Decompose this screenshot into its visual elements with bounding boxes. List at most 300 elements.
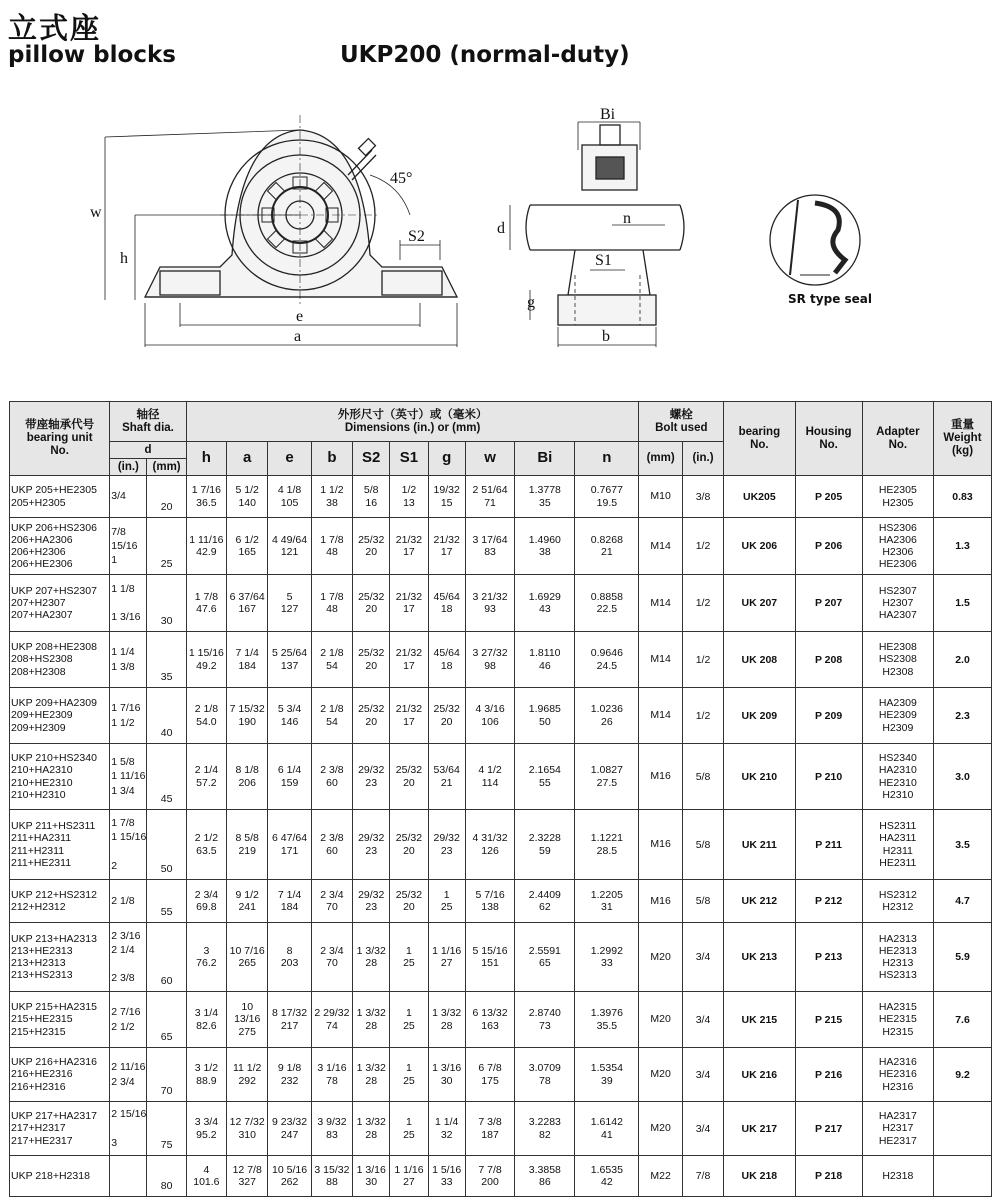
bi-cell: 3.2283 82 [515, 1102, 575, 1156]
shaft-in-cell: 3/4 [110, 476, 147, 518]
spec-table [9, 401, 992, 1197]
adapter-no-cell: H2318 [862, 1156, 933, 1197]
s2-cell: 29/32 23 [353, 744, 390, 810]
bolt-in-cell: 3/4 [682, 1102, 723, 1156]
col-bi: Bi [515, 442, 575, 476]
bolt-in-cell: 3/4 [682, 923, 723, 992]
s2-cell: 1 3/32 28 [353, 992, 390, 1048]
b-cell: 1 1/2 38 [311, 476, 352, 518]
page-title-cn: 立式座 [8, 11, 102, 45]
bolt-in-cell: 5/8 [682, 744, 723, 810]
a-cell: 7 1/4 184 [227, 632, 268, 688]
bolt-mm-cell: M14 [639, 632, 682, 688]
bolt-in-cell: 3/4 [682, 1048, 723, 1102]
w-cell: 4 3/16 106 [465, 688, 515, 744]
housing-no-cell: P 212 [795, 880, 862, 923]
b-cell: 1 7/8 48 [311, 518, 352, 575]
h-cell: 3 1/4 82.6 [186, 992, 226, 1048]
n-cell: 1.6142 41 [575, 1102, 639, 1156]
bearing-no-cell: UK 211 [724, 810, 795, 880]
w-cell: 6 7/8 175 [465, 1048, 515, 1102]
shaft-in-cell: 1 1/4 1 3/8 [110, 632, 147, 688]
header-bearing-cn: 带座轴承代号 [25, 418, 95, 431]
table-row [10, 688, 992, 744]
bi-cell: 1.6929 43 [515, 575, 575, 632]
w-cell: 7 3/8 187 [465, 1102, 515, 1156]
e-cell: 5 3/4 146 [268, 688, 311, 744]
n-cell: 1.6535 42 [575, 1156, 639, 1197]
bi-cell: 2.1654 55 [515, 744, 575, 810]
col-shaft-dia [110, 402, 186, 442]
w-cell: 3 27/32 98 [465, 632, 515, 688]
table-row [10, 1102, 992, 1156]
adapter-no-cell: HA2315 HE2315 H2315 [862, 992, 933, 1048]
label-angle: 45° [390, 170, 413, 187]
weight-cell: 1.5 [933, 575, 991, 632]
b-cell: 3 1/16 78 [311, 1048, 352, 1102]
bi-cell: 3.0709 78 [515, 1048, 575, 1102]
bearing-no-cell: UK 215 [724, 992, 795, 1048]
shaft-in-cell: 1 1/8 1 3/16 [110, 575, 147, 632]
col-g: g [428, 442, 465, 476]
bolt-in-cell: 3/8 [682, 476, 723, 518]
e-cell: 6 47/64 171 [268, 810, 311, 880]
n-cell: 1.5354 39 [575, 1048, 639, 1102]
bi-cell: 1.4960 38 [515, 518, 575, 575]
n-cell: 0.8268 21 [575, 518, 639, 575]
weight-cell: 2.0 [933, 632, 991, 688]
b-cell: 2 29/32 74 [311, 992, 352, 1048]
bearing-no-cell: UK 210 [724, 744, 795, 810]
w-cell: 4 1/2 114 [465, 744, 515, 810]
h-cell: 1 7/8 47.6 [186, 575, 226, 632]
housing-no-cell: P 218 [795, 1156, 862, 1197]
col-bolt-mm: (mm) [639, 442, 682, 476]
spec-table-header [10, 402, 992, 476]
b-cell: 2 3/8 60 [311, 810, 352, 880]
bi-cell: 1.9685 50 [515, 688, 575, 744]
label-a: a [294, 328, 302, 345]
bearing-unit-cell: UKP 210+HS2340 210+HA2310 210+HE2310 210+H2310 [10, 744, 110, 810]
adapter-no-cell: HE2308 HS2308 H2308 [862, 632, 933, 688]
col-e: e [268, 442, 311, 476]
sr-seal-label: SR type seal [788, 292, 873, 306]
n-cell: 1.0827 27.5 [575, 744, 639, 810]
b-cell: 1 7/8 48 [311, 575, 352, 632]
g-cell: 1 1/4 32 [428, 1102, 465, 1156]
s2-cell: 25/32 20 [353, 575, 390, 632]
bearing-unit-cell: UKP 215+HA2315 215+HE2315 215+H2315 [10, 992, 110, 1048]
bolt-mm-cell: M20 [639, 1102, 682, 1156]
weight-cell: 5.9 [933, 923, 991, 992]
bolt-mm-cell: M16 [639, 810, 682, 880]
shaft-in-cell: 7/8 15/16 1 [110, 518, 147, 575]
col-h: h [186, 442, 226, 476]
w-cell: 6 13/32 163 [465, 992, 515, 1048]
shaft-mm-cell: 70 [147, 1048, 186, 1102]
front-view-drawing [105, 115, 457, 347]
weight-cell: 3.5 [933, 810, 991, 880]
weight-cell: 3.0 [933, 744, 991, 810]
a-cell: 5 1/2 140 [227, 476, 268, 518]
shaft-in-cell: 2 7/16 2 1/2 [110, 992, 147, 1048]
shaft-mm-cell: 45 [147, 744, 186, 810]
h-cell: 3 76.2 [186, 923, 226, 992]
shaft-in-cell: 1 5/8 1 11/16 1 3/4 [110, 744, 147, 810]
e-cell: 4 49/64 121 [268, 518, 311, 575]
bolt-mm-cell: M10 [639, 476, 682, 518]
h-cell: 4 101.6 [186, 1156, 226, 1197]
a-cell: 7 15/32 190 [227, 688, 268, 744]
b-cell: 3 9/32 83 [311, 1102, 352, 1156]
housing-no-cell: P 208 [795, 632, 862, 688]
a-cell: 12 7/32 310 [227, 1102, 268, 1156]
side-view-drawing [510, 122, 684, 347]
a-cell: 8 1/8 206 [227, 744, 268, 810]
bolt-mm-cell: M16 [639, 744, 682, 810]
col-bearing-no: bearing No. [724, 402, 795, 476]
bearing-no-cell: UK 208 [724, 632, 795, 688]
a-cell: 12 7/8 327 [227, 1156, 268, 1197]
g-cell: 1 3/16 30 [428, 1048, 465, 1102]
g-cell: 45/64 18 [428, 575, 465, 632]
label-w: w [90, 204, 102, 221]
bi-cell: 2.5591 65 [515, 923, 575, 992]
e-cell: 5 25/64 137 [268, 632, 311, 688]
housing-no-cell: P 210 [795, 744, 862, 810]
page-title-en: pillow blocks [8, 42, 176, 68]
housing-no-cell: P 211 [795, 810, 862, 880]
header-weight-en: Weight (kg) [943, 431, 982, 457]
housing-no-cell: P 207 [795, 575, 862, 632]
n-cell: 0.9646 24.5 [575, 632, 639, 688]
header-bolt-en: Bolt used [655, 421, 708, 434]
n-cell: 0.7677 19.5 [575, 476, 639, 518]
col-adapter-no: Adapter No. [862, 402, 933, 476]
g-cell: 1 25 [428, 880, 465, 923]
bearing-unit-cell: UKP 206+HS2306 206+HA2306 206+H2306 206+HE2306 [10, 518, 110, 575]
weight-cell: 1.3 [933, 518, 991, 575]
label-e: e [296, 308, 304, 325]
shaft-in-cell: 1 7/16 1 1/2 [110, 688, 147, 744]
g-cell: 29/32 23 [428, 810, 465, 880]
shaft-mm-cell: 35 [147, 632, 186, 688]
header-weight-cn: 重量 [950, 418, 974, 431]
weight-cell: 7.6 [933, 992, 991, 1048]
e-cell: 5 127 [268, 575, 311, 632]
col-bolt-in: (in.) [682, 442, 723, 476]
weight-cell [933, 1156, 991, 1197]
n-cell: 0.8858 22.5 [575, 575, 639, 632]
adapter-no-cell: HS2312 H2312 [862, 880, 933, 923]
bearing-unit-cell: UKP 217+HA2317 217+H2317 217+HE2317 [10, 1102, 110, 1156]
shaft-mm-cell: 65 [147, 992, 186, 1048]
s2-cell: 1 3/32 28 [353, 1048, 390, 1102]
s2-cell: 29/32 23 [353, 880, 390, 923]
weight-cell: 2.3 [933, 688, 991, 744]
bolt-mm-cell: M14 [639, 518, 682, 575]
bearing-no-cell: UK 207 [724, 575, 795, 632]
table-row [10, 810, 992, 880]
col-housing-no: Housing No. [795, 402, 862, 476]
adapter-no-cell: HA2317 H2317 HE2317 [862, 1102, 933, 1156]
bearing-unit-cell: UKP 212+HS2312 212+H2312 [10, 880, 110, 923]
w-cell: 3 21/32 93 [465, 575, 515, 632]
a-cell: 8 5/8 219 [227, 810, 268, 880]
e-cell: 6 1/4 159 [268, 744, 311, 810]
w-cell: 5 7/16 138 [465, 880, 515, 923]
bolt-mm-cell: M16 [639, 880, 682, 923]
header-shaft-en: Shaft dia. [122, 421, 174, 434]
s1-cell: 1 25 [390, 1048, 428, 1102]
h-cell: 1 11/16 42.9 [186, 518, 226, 575]
col-s1: S1 [390, 442, 428, 476]
s1-cell: 21/32 17 [390, 518, 428, 575]
table-row [10, 518, 992, 575]
bolt-in-cell: 1/2 [682, 575, 723, 632]
g-cell: 25/32 20 [428, 688, 465, 744]
s1-cell: 25/32 20 [390, 880, 428, 923]
col-bolt [639, 402, 724, 442]
w-cell: 7 7/8 200 [465, 1156, 515, 1197]
shaft-in-cell: 2 1/8 [110, 880, 147, 923]
bearing-unit-cell: UKP 209+HA2309 209+HE2309 209+H2309 [10, 688, 110, 744]
label-d: d [497, 220, 505, 237]
col-dimensions [186, 402, 639, 442]
table-row [10, 880, 992, 923]
shaft-mm-cell: 40 [147, 688, 186, 744]
a-cell: 6 1/2 165 [227, 518, 268, 575]
h-cell: 2 3/4 69.8 [186, 880, 226, 923]
g-cell: 1 1/16 27 [428, 923, 465, 992]
adapter-no-cell: HA2316 HE2316 H2316 [862, 1048, 933, 1102]
page-subtitle: UKP200 (normal-duty) [340, 42, 630, 68]
label-g: g [527, 294, 535, 311]
adapter-no-cell: HS2306 HA2306 H2306 HE2306 [862, 518, 933, 575]
bearing-unit-cell: UKP 216+HA2316 216+HE2316 216+H2316 [10, 1048, 110, 1102]
s2-cell: 29/32 23 [353, 810, 390, 880]
s2-cell: 5/8 16 [353, 476, 390, 518]
table-row [10, 632, 992, 688]
shaft-in-cell: 2 3/16 2 1/4 2 3/8 [110, 923, 147, 992]
shaft-in-cell: 2 11/16 2 3/4 [110, 1048, 147, 1102]
weight-cell: 9.2 [933, 1048, 991, 1102]
adapter-no-cell: HS2340 HA2310 HE2310 H2310 [862, 744, 933, 810]
header-bolt-cn: 螺栓 [669, 408, 693, 421]
e-cell: 10 5/16 262 [268, 1156, 311, 1197]
h-cell: 3 3/4 95.2 [186, 1102, 226, 1156]
housing-no-cell: P 215 [795, 992, 862, 1048]
label-s1: S1 [595, 252, 612, 269]
s2-cell: 1 3/16 30 [353, 1156, 390, 1197]
col-w: w [465, 442, 515, 476]
bearing-no-cell: UK 212 [724, 880, 795, 923]
w-cell: 2 51/64 71 [465, 476, 515, 518]
g-cell: 19/32 15 [428, 476, 465, 518]
n-cell: 1.0236 26 [575, 688, 639, 744]
technical-drawings [0, 95, 1000, 395]
g-cell: 1 5/16 33 [428, 1156, 465, 1197]
table-row [10, 476, 992, 518]
bearing-no-cell: UK 217 [724, 1102, 795, 1156]
bearing-unit-cell: UKP 213+HA2313 213+HE2313 213+H2313 213+HS2313 [10, 923, 110, 992]
housing-no-cell: P 216 [795, 1048, 862, 1102]
s1-cell: 1 1/16 27 [390, 1156, 428, 1197]
a-cell: 10 13/16 275 [227, 992, 268, 1048]
bearing-unit-cell: UKP 211+HS2311 211+HA2311 211+H2311 211+HE2311 [10, 810, 110, 880]
e-cell: 4 1/8 105 [268, 476, 311, 518]
table-row [10, 923, 992, 992]
e-cell: 8 17/32 217 [268, 992, 311, 1048]
adapter-no-cell: HA2313 HE2313 H2313 HS2313 [862, 923, 933, 992]
h-cell: 2 1/8 54.0 [186, 688, 226, 744]
bearing-unit-cell: UKP 218+H2318 [10, 1156, 110, 1197]
b-cell: 2 1/8 54 [311, 688, 352, 744]
bolt-mm-cell: M22 [639, 1156, 682, 1197]
b-cell: 2 3/4 70 [311, 880, 352, 923]
n-cell: 1.3976 35.5 [575, 992, 639, 1048]
b-cell: 2 3/4 70 [311, 923, 352, 992]
bearing-unit-cell: UKP 205+HE2305 205+H2305 [10, 476, 110, 518]
table-row [10, 992, 992, 1048]
bolt-mm-cell: M20 [639, 992, 682, 1048]
h-cell: 2 1/4 57.2 [186, 744, 226, 810]
shaft-mm-cell: 60 [147, 923, 186, 992]
s2-cell: 1 3/32 28 [353, 1102, 390, 1156]
weight-cell [933, 1102, 991, 1156]
s1-cell: 25/32 20 [390, 744, 428, 810]
label-s2: S2 [408, 228, 425, 245]
h-cell: 1 15/16 49.2 [186, 632, 226, 688]
bolt-mm-cell: M20 [639, 1048, 682, 1102]
bolt-in-cell: 1/2 [682, 518, 723, 575]
s1-cell: 1/2 13 [390, 476, 428, 518]
shaft-mm-cell: 30 [147, 575, 186, 632]
b-cell: 2 1/8 54 [311, 632, 352, 688]
bi-cell: 2.4409 62 [515, 880, 575, 923]
e-cell: 9 23/32 247 [268, 1102, 311, 1156]
table-row [10, 744, 992, 810]
g-cell: 1 3/32 28 [428, 992, 465, 1048]
n-cell: 1.2992 33 [575, 923, 639, 992]
header-dims-cn: 外形尺寸（英寸）或（毫米） [337, 408, 488, 421]
h-cell: 2 1/2 63.5 [186, 810, 226, 880]
header-bearing-en: bearing unit No. [26, 431, 93, 457]
s2-cell: 25/32 20 [353, 688, 390, 744]
bolt-mm-cell: M14 [639, 688, 682, 744]
label-bi: Bi [600, 106, 616, 123]
spec-table-body [10, 476, 992, 1197]
s2-cell: 25/32 20 [353, 518, 390, 575]
adapter-no-cell: HS2311 HA2311 H2311 HE2311 [862, 810, 933, 880]
bi-cell: 1.3778 35 [515, 476, 575, 518]
bi-cell: 2.8740 73 [515, 992, 575, 1048]
bearing-no-cell: UK 209 [724, 688, 795, 744]
bearing-unit-cell: UKP 207+HS2307 207+H2307 207+HA2307 [10, 575, 110, 632]
bolt-in-cell: 3/4 [682, 992, 723, 1048]
e-cell: 8 203 [268, 923, 311, 992]
shaft-mm-cell: 50 [147, 810, 186, 880]
weight-cell: 0.83 [933, 476, 991, 518]
col-d: d [110, 442, 186, 459]
bolt-in-cell: 1/2 [682, 632, 723, 688]
label-h: h [120, 250, 128, 267]
shaft-mm-cell: 55 [147, 880, 186, 923]
w-cell: 5 15/16 151 [465, 923, 515, 992]
a-cell: 9 1/2 241 [227, 880, 268, 923]
housing-no-cell: P 213 [795, 923, 862, 992]
col-bearing-unit [10, 402, 110, 476]
s1-cell: 1 25 [390, 923, 428, 992]
shaft-mm-cell: 25 [147, 518, 186, 575]
g-cell: 45/64 18 [428, 632, 465, 688]
bolt-mm-cell: M20 [639, 923, 682, 992]
bi-cell: 3.3858 86 [515, 1156, 575, 1197]
e-cell: 9 1/8 232 [268, 1048, 311, 1102]
a-cell: 10 7/16 265 [227, 923, 268, 992]
bearing-no-cell: UK 218 [724, 1156, 795, 1197]
bolt-in-cell: 5/8 [682, 810, 723, 880]
s1-cell: 21/32 17 [390, 688, 428, 744]
h-cell: 3 1/2 88.9 [186, 1048, 226, 1102]
housing-no-cell: P 209 [795, 688, 862, 744]
s1-cell: 1 25 [390, 1102, 428, 1156]
s1-cell: 21/32 17 [390, 632, 428, 688]
bearing-unit-cell: UKP 208+HE2308 208+HS2308 208+H2308 [10, 632, 110, 688]
b-cell: 3 15/32 88 [311, 1156, 352, 1197]
header-dims-en: Dimensions (in.) or (mm) [344, 421, 481, 434]
e-cell: 7 1/4 184 [268, 880, 311, 923]
g-cell: 53/64 21 [428, 744, 465, 810]
shaft-mm-cell: 80 [147, 1156, 186, 1197]
table-row [10, 1048, 992, 1102]
col-a: a [227, 442, 268, 476]
col-shaft-mm: (mm) [147, 459, 186, 476]
adapter-no-cell: HE2305 H2305 [862, 476, 933, 518]
s2-cell: 25/32 20 [353, 632, 390, 688]
shaft-mm-cell: 20 [147, 476, 186, 518]
a-cell: 11 1/2 292 [227, 1048, 268, 1102]
shaft-in-cell: 1 7/8 1 15/16 2 [110, 810, 147, 880]
a-cell: 6 37/64 167 [227, 575, 268, 632]
bi-cell: 1.8110 46 [515, 632, 575, 688]
w-cell: 4 31/32 126 [465, 810, 515, 880]
bolt-in-cell: 5/8 [682, 880, 723, 923]
col-b: b [311, 442, 352, 476]
g-cell: 21/32 17 [428, 518, 465, 575]
bolt-in-cell: 7/8 [682, 1156, 723, 1197]
s1-cell: 1 25 [390, 992, 428, 1048]
n-cell: 1.2205 31 [575, 880, 639, 923]
housing-no-cell: P 206 [795, 518, 862, 575]
col-weight [933, 402, 991, 476]
h-cell: 1 7/16 36.5 [186, 476, 226, 518]
bi-cell: 2.3228 59 [515, 810, 575, 880]
bearing-no-cell: UK 206 [724, 518, 795, 575]
col-n: n [575, 442, 639, 476]
weight-cell: 4.7 [933, 880, 991, 923]
adapter-no-cell: HA2309 HE2309 H2309 [862, 688, 933, 744]
adapter-no-cell: HS2307 H2307 HA2307 [862, 575, 933, 632]
housing-no-cell: P 217 [795, 1102, 862, 1156]
bearing-no-cell: UK 213 [724, 923, 795, 992]
bearing-no-cell: UK 216 [724, 1048, 795, 1102]
shaft-in-cell [110, 1156, 147, 1197]
n-cell: 1.1221 28.5 [575, 810, 639, 880]
s2-cell: 1 3/32 28 [353, 923, 390, 992]
col-shaft-in: (in.) [110, 459, 147, 476]
w-cell: 3 17/64 83 [465, 518, 515, 575]
